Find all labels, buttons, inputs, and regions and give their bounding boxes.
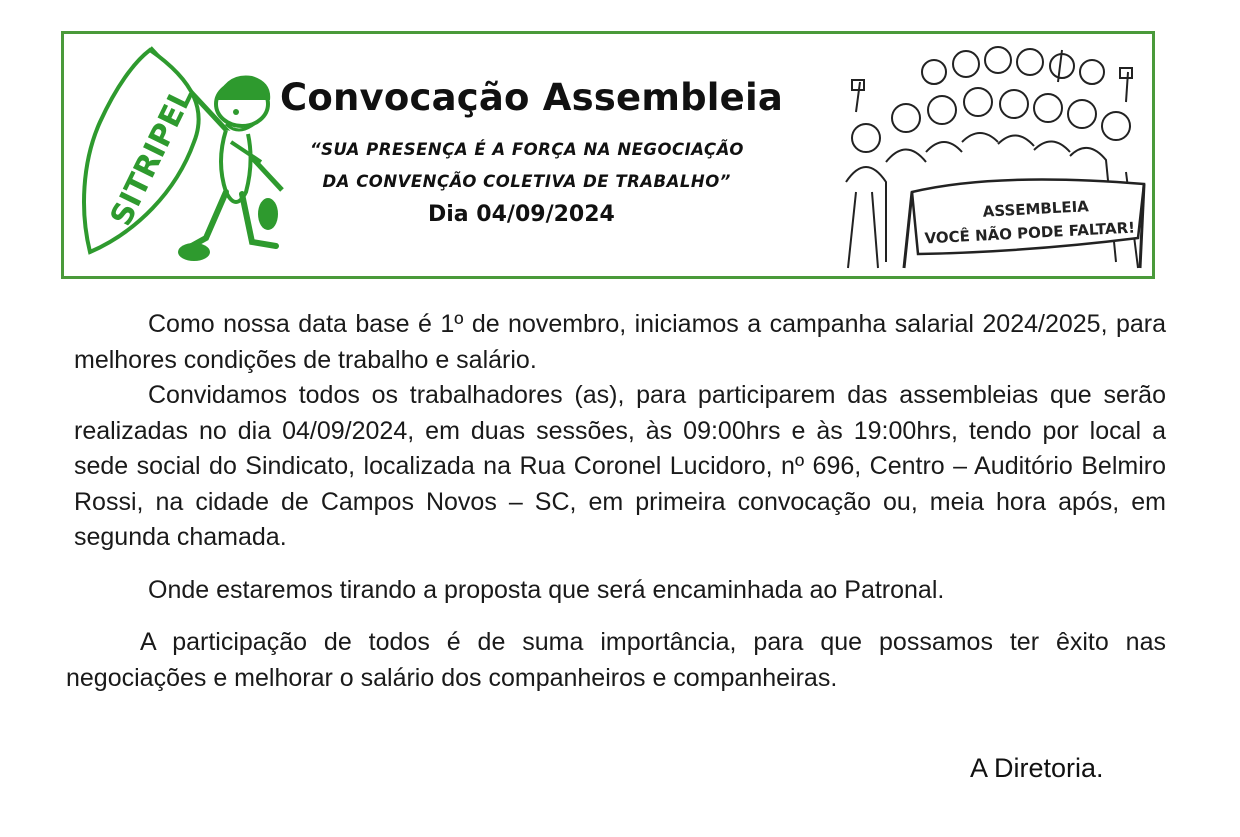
assembly-date: Dia 04/09/2024: [428, 202, 615, 227]
paragraph-2: Convidamos todos os trabalhadores (as), para participarem das assembleias que serão realizadas no dia 04/09/2024, em duas sessões, às 09:00hrs e às 19:00hrs, tendo por local a sede social do Sindicato, localizada na Rua Coronel Lucidoro, nº 696, Centro – Auditório Belmiro Rossi, na cidade de Campos Novos – SC, em primeira convocação ou, meia hora após, em segunda chamada.: [74, 381, 1166, 551]
crowd-protest-icon: [826, 42, 1152, 276]
signature: A Diretoria.: [970, 753, 1104, 783]
paragraph-4: A participação de todos é de suma importância, para que possamos ter êxito nas negociações e melhorar o salário dos companheiros e companheiras.: [66, 628, 1166, 692]
body-text: [66, 307, 1166, 696]
quote-line-2: DA CONVENÇÃO COLETIVA DE TRABALHO”: [310, 172, 731, 191]
paragraph-1: Como nossa data base é 1º de novembro, iniciamos a campanha salarial 2024/2025, para melhores condições de trabalho e salário.: [74, 310, 1166, 374]
header-quote: [310, 134, 744, 198]
banner-line-1: ASSEMBLEIA: [982, 197, 1090, 221]
banner-line-2: VOCÊ NÃO PODE FALTAR!: [924, 218, 1136, 248]
page-title: Convocação Assembleia: [280, 76, 783, 119]
union-mascot-flag-icon: [76, 42, 286, 272]
flag-text: SITRIPEL: [103, 82, 201, 232]
quote-line-1: “SUA PRESENÇA É A FORÇA NA NEGOCIAÇÃO: [310, 140, 744, 159]
header-banner: [61, 31, 1155, 279]
paragraph-3: Onde estaremos tirando a proposta que será encaminhada ao Patronal.: [148, 575, 945, 604]
